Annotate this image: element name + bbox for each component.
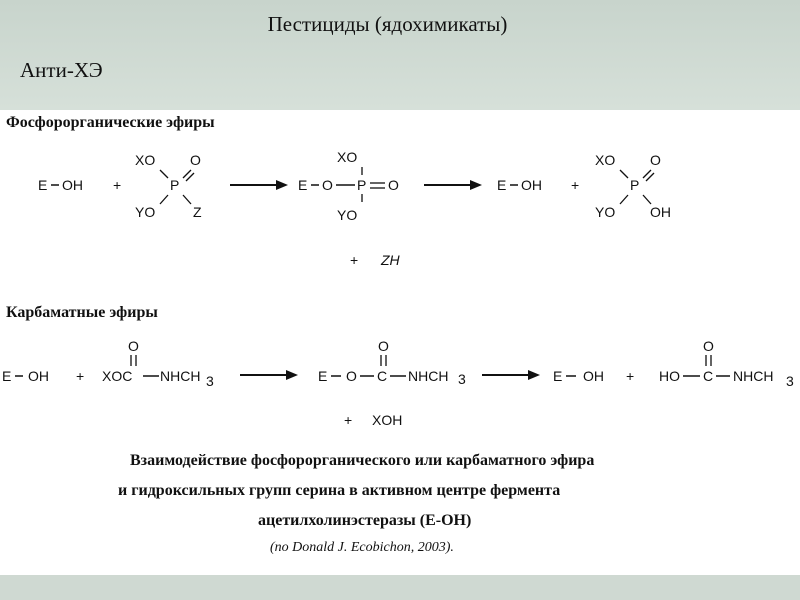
- reaction-arrow-2: [424, 180, 482, 190]
- reaction-scheme-image: [0, 110, 800, 575]
- regenerated-enzyme-oh-2: [553, 368, 604, 384]
- reaction-arrow-1: [230, 180, 288, 190]
- svg-text:OH: OH: [650, 204, 671, 220]
- leaving-group-zh: [350, 252, 401, 268]
- svg-text:C: C: [377, 368, 388, 384]
- svg-text:E: E: [318, 368, 328, 384]
- svg-text:3: 3: [786, 373, 794, 389]
- svg-text:3: 3: [206, 373, 214, 389]
- svg-text:3: 3: [458, 371, 466, 387]
- svg-text:NHCH: NHCH: [408, 368, 449, 384]
- svg-text:XO: XO: [337, 149, 358, 165]
- svg-text:Z: Z: [193, 204, 202, 220]
- svg-text:E: E: [38, 177, 48, 193]
- svg-text:YO: YO: [337, 207, 358, 223]
- svg-text:P: P: [170, 177, 180, 193]
- svg-text:OH: OH: [521, 177, 542, 193]
- slide-footer-band: [0, 575, 800, 600]
- svg-text:OH: OH: [583, 368, 604, 384]
- section-heading-carbamates: Карбаматные эфиры: [6, 304, 158, 321]
- slide-subtitle: Анти-ХЭ: [20, 58, 103, 82]
- slide-header: [0, 0, 800, 110]
- phosphoric-acid-product: [595, 152, 671, 220]
- caption-line-1: Взаимодействие фосфорорганического или карбаматного эфира: [130, 452, 595, 469]
- svg-text:ZH: ZH: [381, 252, 400, 268]
- svg-text:O: O: [346, 368, 357, 384]
- svg-text:+: +: [113, 177, 122, 193]
- svg-text:YO: YO: [135, 204, 156, 220]
- phosphorylated-enzyme: [298, 149, 399, 223]
- carbamoylated-enzyme: [318, 338, 466, 387]
- svg-text:OH: OH: [28, 368, 49, 384]
- svg-text:P: P: [357, 177, 367, 193]
- svg-text:O: O: [378, 338, 389, 354]
- svg-text:XO: XO: [135, 152, 156, 168]
- regenerated-enzyme-oh-1: [497, 177, 542, 193]
- svg-text:O: O: [322, 177, 333, 193]
- caption-line-3: ацетилхолинэстеразы (Е-ОН): [258, 512, 472, 529]
- carbamate-reagent: [102, 338, 214, 389]
- reactant-enzyme-oh-1: [38, 177, 83, 193]
- svg-text:E: E: [553, 368, 563, 384]
- svg-text:+: +: [76, 368, 85, 384]
- svg-text:O: O: [703, 338, 714, 354]
- svg-text:O: O: [388, 177, 399, 193]
- svg-text:O: O: [128, 338, 139, 354]
- reaction-arrow-3: [240, 370, 298, 380]
- slide-title: Пестициды (ядохимикаты): [267, 12, 508, 36]
- svg-text:+: +: [350, 252, 359, 268]
- carbamate-reaction: [0, 325, 800, 440]
- svg-text:XOC: XOC: [102, 368, 133, 384]
- svg-text:HO: HO: [659, 368, 680, 384]
- svg-text:YO: YO: [595, 204, 616, 220]
- svg-text:XOH: XOH: [372, 412, 403, 428]
- svg-text:P: P: [630, 177, 640, 193]
- svg-text:C: C: [703, 368, 714, 384]
- svg-text:O: O: [650, 152, 661, 168]
- svg-text:E: E: [2, 368, 12, 384]
- organophosphate-reaction: [0, 140, 800, 280]
- carbamic-acid-product: [659, 338, 794, 389]
- leaving-group-xoh: [344, 412, 402, 428]
- svg-text:XO: XO: [595, 152, 616, 168]
- svg-text:NHCH: NHCH: [160, 368, 201, 384]
- svg-text:O: O: [190, 152, 201, 168]
- svg-text:+: +: [344, 412, 353, 428]
- svg-text:E: E: [298, 177, 308, 193]
- svg-text:NHCH: NHCH: [733, 368, 774, 384]
- section-heading-organophosphates: Фосфорорганические эфиры: [6, 114, 215, 131]
- svg-text:E: E: [497, 177, 507, 193]
- citation: (по Donald J. Ecobichon, 2003).: [270, 540, 454, 555]
- svg-text:+: +: [626, 368, 635, 384]
- organophosphate-reagent: [135, 152, 202, 220]
- reaction-arrow-4: [482, 370, 540, 380]
- svg-text:+: +: [571, 177, 580, 193]
- reactant-enzyme-oh-2: [2, 368, 49, 384]
- svg-text:OH: OH: [62, 177, 83, 193]
- caption-line-2: и гидроксильных групп серина в активном центре фермента: [118, 482, 561, 499]
